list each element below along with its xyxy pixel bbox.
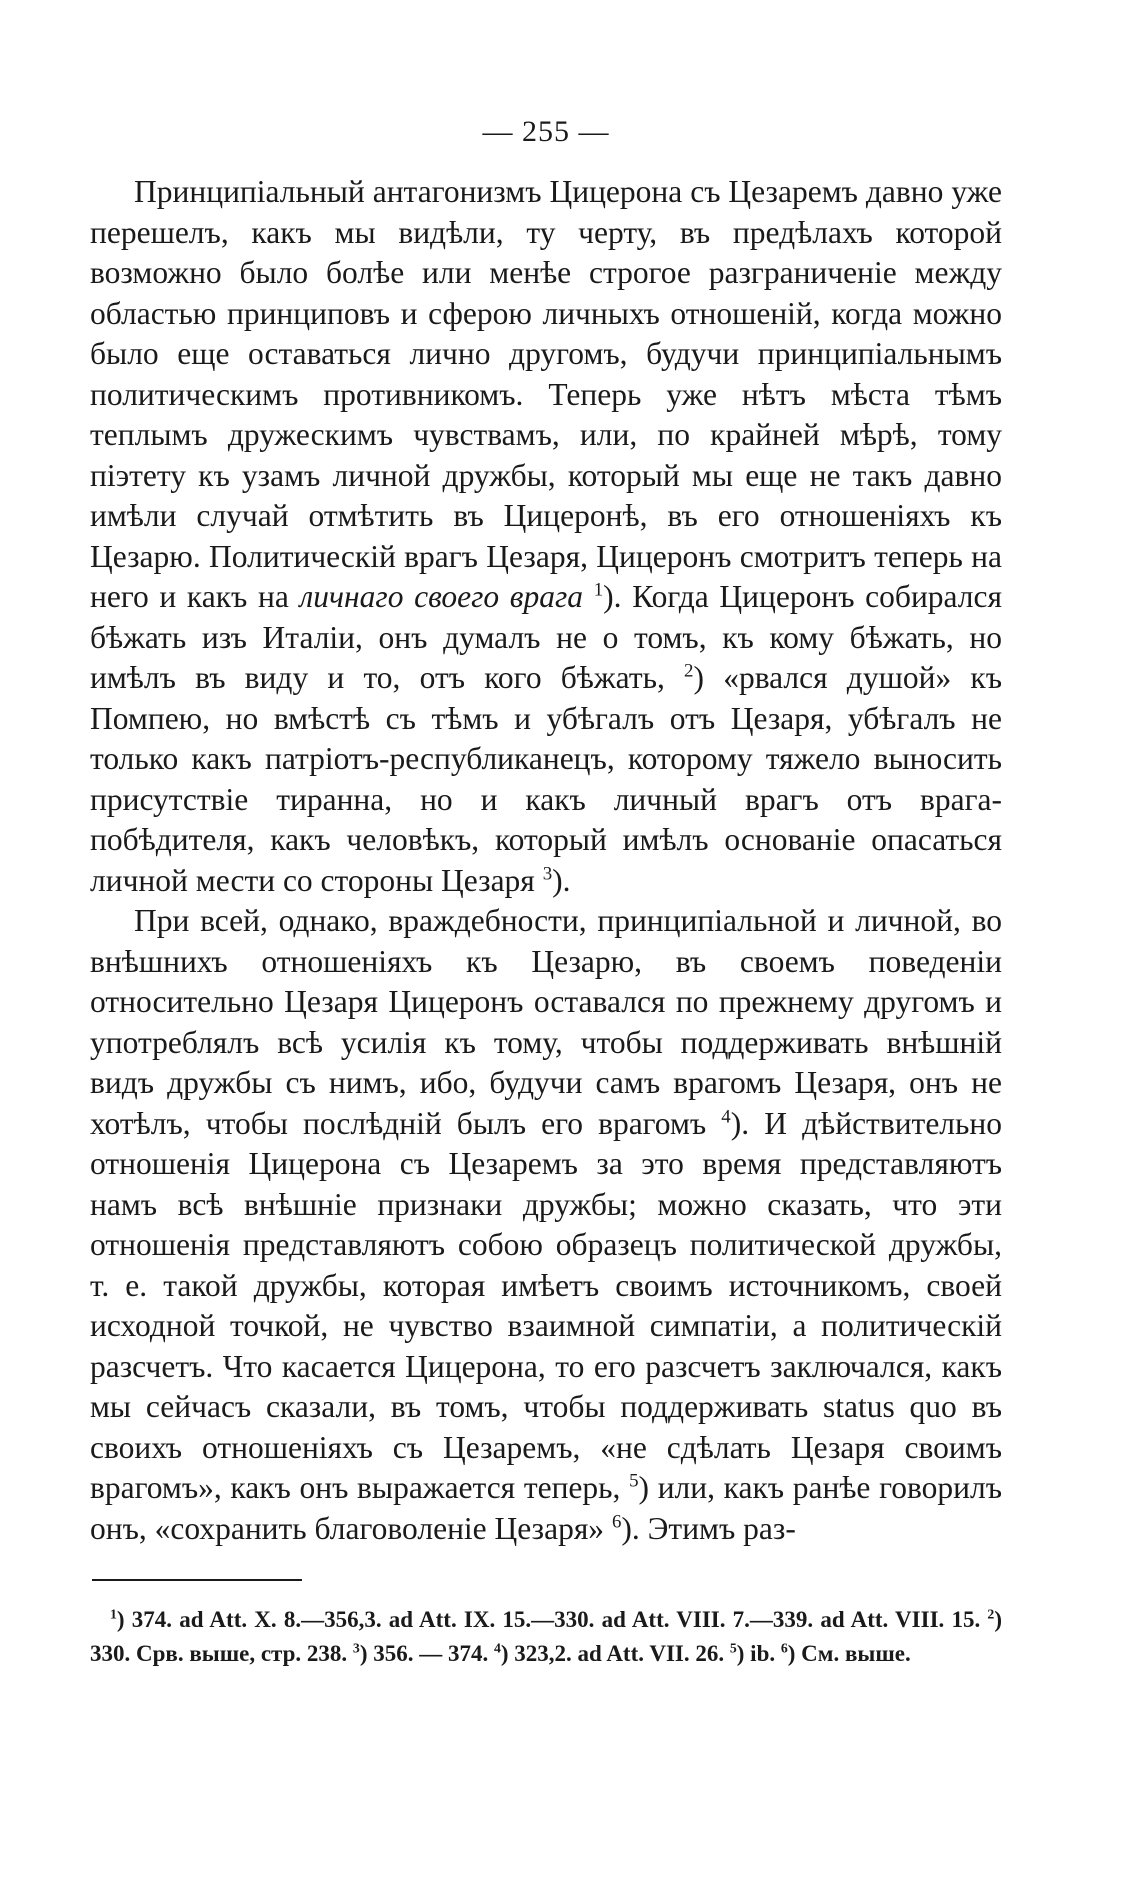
footnote-marker-1: 1 [110, 1606, 117, 1622]
footnote-text-4: ) 323,2. ad Att. VII. 26. [500, 1641, 730, 1666]
paragraph-1 [90, 172, 1002, 901]
footnote-ref-6: 6 [611, 1511, 622, 1532]
footnote-ref-5: 5 [629, 1470, 639, 1492]
text-run [583, 579, 594, 614]
footnote-marker-3: 3 [352, 1640, 360, 1656]
footnote-text-3: ) 356. — 374. [359, 1641, 494, 1666]
footnotes [90, 1603, 1002, 1671]
emphasis-run: личнаго своего врага [299, 579, 584, 614]
page-number: — 255 — [482, 115, 610, 148]
text-run: ). И дѣйствительно отношенія Цицерона съ Цезаремъ за это время представляютъ намъ всѣ внѣшніе признаки дружбы; можно сказать, что эти отношенія представляютъ собою образецъ политической дружбы, т. е. такой дружбы, которая имѣетъ своимъ источникомъ, своей исходной точкой, не чувство взаимной симпатіи, а политическій разсчетъ. Что касается Цицерона, то его разсчетъ заключался, какъ мы сейчасъ сказали, въ томъ, чтобы поддерживать status quo въ своихъ отношеніяхъ съ Цезаремъ, «не сдѣлать Цезаря своимъ врагомъ», какъ онъ выражается теперь, [90, 1105, 1002, 1505]
footnote-text-1: ) 374. ad Att. X. 8.—356,3. ad Att. IX. 15.—330. ad Att. VIII. 7.—339. ad Att. VIII. 15. [116, 1607, 988, 1632]
footnote-divider [92, 1579, 302, 1581]
footnote-marker-5: 5 [729, 1640, 737, 1656]
text-run: При всей, однако, враждебности, принципіальной и личной, во внѣшнихъ отношеніяхъ къ Цезарю, въ своемъ поведеніи относительно Цезаря Цицеронъ оставался по прежнему другомъ и употреблялъ всѣ усилія къ тому, чтобы поддерживать внѣшній видъ дружбы съ нимъ, ибо, будучи самъ врагомъ Цезаря, онъ не хотѣлъ, чтобы послѣдній былъ его врагомъ [90, 903, 1002, 1141]
footnote-marker-2: 2 [987, 1606, 995, 1622]
footnote-marker-4: 4 [493, 1640, 501, 1656]
footnote-text-6: ) См. выше. [787, 1641, 911, 1666]
text-run: ). Когда Цицеронъ собирался бѣжать изъ Италіи, онъ думалъ не о томъ, къ кому бѣжать, но имѣлъ въ виду и то, отъ кого бѣжать, [90, 579, 1002, 695]
text-run: ) или, какъ ранѣе говорилъ онъ, «сохранить благоволеніе Цезаря» [90, 1470, 1002, 1546]
footnote-ref-3: 3 [542, 863, 553, 884]
footnote-ref-2: 2 [684, 660, 694, 682]
text-run: ). Этимъ раз- [621, 1510, 796, 1546]
text-run: ). [552, 862, 571, 898]
footnote-text-5: ) ib. [736, 1641, 781, 1666]
footnote-ref-4: 4 [721, 1106, 731, 1127]
footnote-text-2: ) 330. Срв. выше, стр. 238. [90, 1607, 1002, 1666]
book-page [90, 112, 1002, 1671]
text-run: ) «рвался душой» къ Помпею, но вмѣстѣ съ тѣмъ и убѣгалъ отъ Цезаря, убѣгалъ не только какъ патріотъ-республиканецъ, которому тяжело выносить присутствіе тиранна, но и какъ личный врагъ отъ врага-побѣдителя, какъ человѣкъ, который имѣлъ основаніе опасаться личной мести со стороны Цезаря [90, 660, 1002, 898]
text-run: Принципіальный антагонизмъ Цицерона съ Цезаремъ давно уже перешелъ, какъ мы видѣли, ту черту, въ предѣлахъ которой возможно было болѣе или менѣе строгое разграниченіе между областью принциповъ и сферою личныхъ отношеній, когда можно было еще оставаться лично другомъ, будучи принципіальнымъ политическимъ противникомъ. Теперь уже нѣтъ мѣста тѣмъ теплымъ дружескимъ чувствамъ, или, по крайней мѣрѣ, тому піэтету къ узамъ личной дружбы, который мы еще не такъ давно имѣли случай отмѣтить въ Цицеронѣ, въ его отношеніяхъ къ Цезарю. Политическій врагъ Цезаря, Цицеронъ смотритъ теперь на него и какъ на [90, 174, 1002, 614]
paragraph-2 [90, 901, 1002, 1549]
footnote-marker-6: 6 [780, 1640, 788, 1656]
footnote-ref-1: 1 [593, 579, 604, 601]
